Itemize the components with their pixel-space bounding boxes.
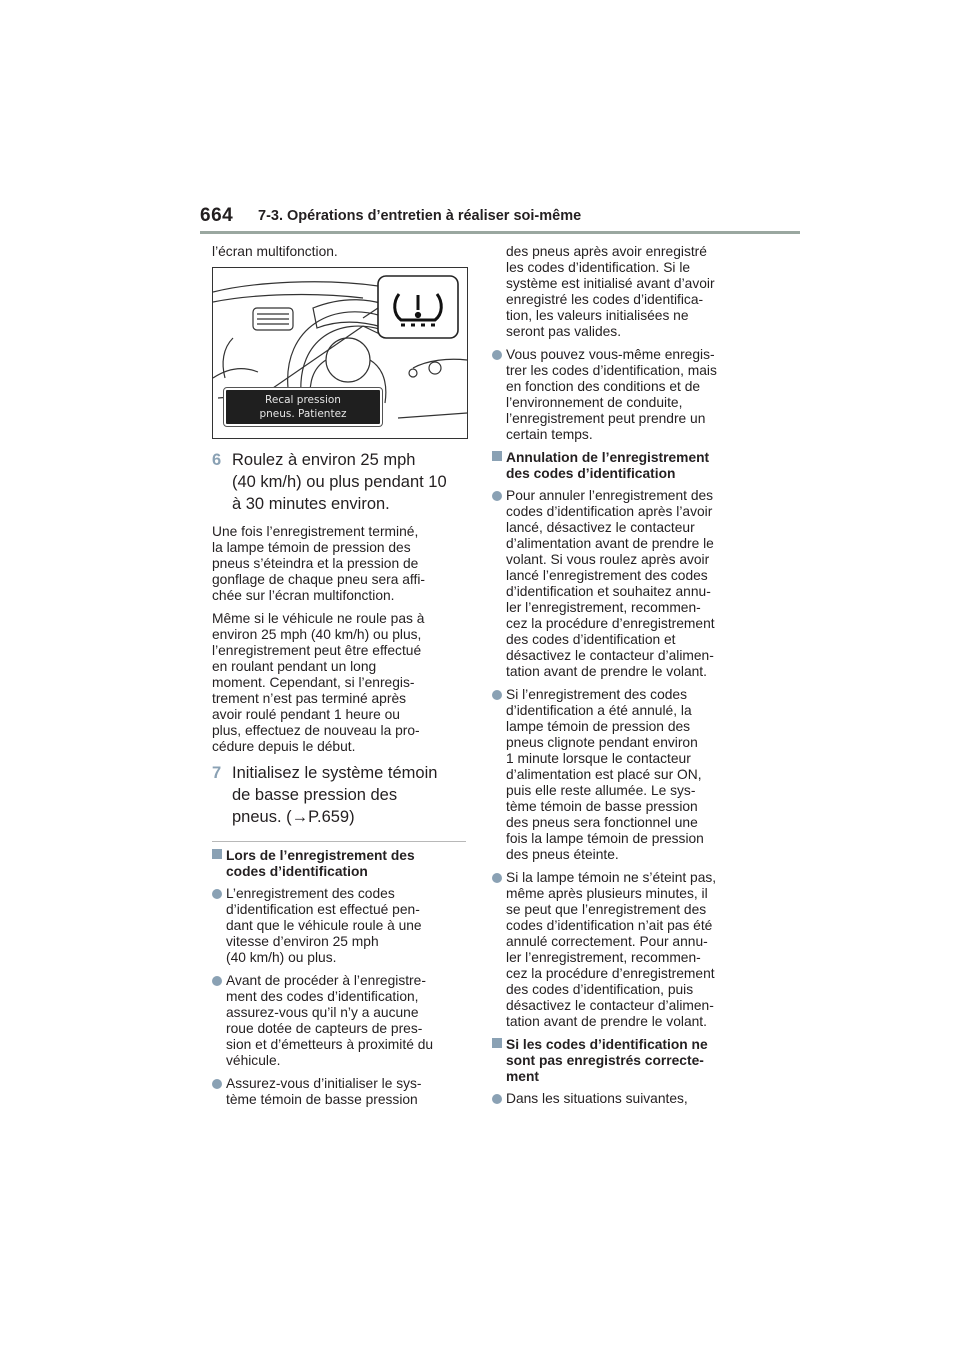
text-line: les codes d’identification. Si le: [506, 260, 691, 275]
round-bullet-icon: [492, 873, 502, 883]
multi-info-display-message: [224, 388, 382, 426]
section-title: 7-3. Opérations d’entretien à réaliser soi-même: [258, 208, 582, 224]
text-line: Dans les situations suivantes,: [506, 1091, 688, 1106]
heading-line: codes d’identification: [226, 864, 368, 879]
round-bullet-icon: [492, 350, 502, 360]
text-line: lampe témoin de pression des: [506, 719, 691, 734]
heading-line: ment: [506, 1069, 539, 1084]
text-line: sion et d’émetteurs à proximité du: [226, 1037, 434, 1052]
text-line: certain temps.: [506, 427, 593, 442]
text-line: puis elle reste allumée. Le sys-: [506, 783, 696, 798]
round-bullet-icon: [492, 491, 502, 501]
message-line-2: pneus. Patientez: [259, 408, 347, 420]
text-line: même après plusieurs minutes, il: [506, 886, 708, 901]
round-bullet-icon: [212, 1079, 222, 1089]
step-line: (40 km/h) ou plus pendant 10: [232, 473, 447, 491]
text-line: gonflage de chaque pneu sera affi-: [212, 572, 425, 587]
text-line: désactivez le contacteur d’alimen-: [506, 998, 714, 1013]
text-line: la lampe témoin de pression des: [212, 540, 411, 555]
text-line: 1 minute lorsque le contacteur: [506, 751, 691, 766]
text-line: (40 km/h) ou plus.: [226, 950, 337, 965]
text-line: roue dotée de capteurs de pres-: [226, 1021, 423, 1036]
round-bullet-icon: [492, 1094, 502, 1104]
paragraph: [212, 611, 466, 755]
text-line: pneus s’éteindra et la pression de: [212, 556, 419, 571]
bullet-item: [492, 687, 754, 863]
text-line: l’enregistrement peut prendre un: [506, 411, 706, 426]
text-line: des pneus après avoir enregistré: [506, 244, 707, 259]
intro-text: l’écran multifonction.: [212, 244, 338, 259]
text-line: fois la lampe témoin de pression: [506, 831, 704, 846]
text-line: Assurez-vous d’initialiser le sys-: [226, 1076, 422, 1091]
text-line: cédure depuis le début.: [212, 739, 356, 754]
text-line: Vous pouvez vous-même enregis-: [506, 347, 715, 362]
text-line: cez la procédure d’enregistrement: [506, 966, 715, 981]
text-line: tation avant de prendre le volant.: [506, 1014, 707, 1029]
text-line: des codes d’identification et: [506, 632, 676, 647]
text-line: avoir roulé pendant 1 heure ou: [212, 707, 400, 722]
text-line: seront pas valides.: [506, 324, 622, 339]
text-line: annulé correctement. Pour annu-: [506, 934, 708, 949]
heading-line: sont pas enregistrés correcte-: [506, 1053, 704, 1068]
bullet-item: [212, 973, 466, 1069]
text-line: d’alimentation est placé sur ON,: [506, 767, 702, 782]
text-line: tation avant de prendre le volant.: [506, 664, 707, 679]
text-line: en roulant pendant un long: [212, 659, 377, 674]
text-line: désactivez le contacteur d’alimen-: [506, 648, 714, 663]
text-line: Si la lampe témoin ne s’éteint pas,: [506, 870, 717, 885]
text-line: tème témoin de basse pression: [506, 799, 698, 814]
text-line: ler l’enregistrement, recommen-: [506, 950, 701, 965]
text-line: des codes d’identification, puis: [506, 982, 694, 997]
square-bullet-icon: [492, 451, 502, 461]
text-line: assurez-vous qu’il n’y a aucune: [226, 1005, 419, 1020]
subsection-heading: [492, 1037, 754, 1085]
text-line: Pour annuler l’enregistrement des: [506, 488, 714, 503]
left-column: [212, 244, 466, 1115]
text-line: d’identification est effectué pen-: [226, 902, 420, 917]
text-line: Même si le véhicule ne roule pas à: [212, 611, 425, 626]
text-line: enregistré les codes d’identifica-: [506, 292, 704, 307]
message-line-1: Recal pression: [265, 394, 341, 406]
step-line: pneus. (→P.659): [232, 808, 355, 826]
step-line: Roulez à environ 25 mph: [232, 451, 416, 469]
bullet-item: [492, 870, 754, 1030]
step-line: de basse pression des: [232, 786, 398, 804]
continued-paragraph: [492, 244, 754, 340]
text-line: d’identification et souhaitez annu-: [506, 584, 711, 599]
text-line: tème témoin de basse pression: [226, 1092, 418, 1107]
step-number: 7: [212, 764, 222, 782]
subsection-heading: [492, 450, 754, 482]
text-line: Une fois l’enregistrement terminé,: [212, 524, 419, 539]
right-column: [492, 244, 754, 1114]
step-line: Initialisez le système témoin: [232, 764, 438, 782]
text-line: chée sur l’écran multifonction.: [212, 588, 395, 603]
text-line: codes d’identification après l’avoir: [506, 504, 713, 519]
subsection-heading: [212, 848, 466, 880]
text-line: dant que le véhicule roule à une: [226, 918, 422, 933]
bullet-item: [212, 886, 466, 966]
step-number: 6: [212, 451, 222, 469]
text-line: tion, les valeurs initialisées ne: [506, 308, 689, 323]
text-line: d’identification a été annulé, la: [506, 703, 692, 718]
paragraph: [212, 524, 466, 604]
page-number: 664: [200, 205, 234, 226]
heading-line: des codes d’identification: [506, 466, 676, 481]
text-line: trement n’est pas terminé après: [212, 691, 407, 706]
bullet-item: [492, 488, 754, 680]
bullet-item: [492, 1091, 754, 1107]
text-line: lancé l’enregistrement des codes: [506, 568, 708, 583]
text-line: L’enregistrement des codes: [226, 886, 395, 901]
heading-line: Lors de l’enregistrement des: [226, 848, 415, 863]
text-line: des pneus éteinte.: [506, 847, 619, 862]
bullet-item: [492, 347, 754, 443]
square-bullet-icon: [492, 1038, 502, 1048]
step-6: [212, 449, 466, 515]
text-line: Si l’enregistrement des codes: [506, 687, 687, 702]
step-line: à 30 minutes environ.: [232, 495, 390, 513]
text-line: cez la procédure d’enregistrement: [506, 616, 715, 631]
text-line: système est initialisé avant d’avoir: [506, 276, 715, 291]
text-line: lancé, désactivez le contacteur: [506, 520, 695, 535]
square-bullet-icon: [212, 849, 222, 859]
text-line: l’enregistrement peut être effectué: [212, 643, 422, 658]
text-line: codes d’identification n’ait pas été: [506, 918, 713, 933]
step-7: [212, 762, 466, 828]
section-divider: [212, 841, 466, 842]
text-line: Avant de procéder à l’enregistre-: [226, 973, 426, 988]
text-line: trer les codes d’identification, mais: [506, 363, 717, 378]
round-bullet-icon: [212, 889, 222, 899]
text-line: d’alimentation avant de prendre le: [506, 536, 714, 551]
text-line: moment. Cependant, si l’enregis-: [212, 675, 415, 690]
text-line: en fonction des conditions et de: [506, 379, 701, 394]
text-line: ment des codes d’identification,: [226, 989, 419, 1004]
text-line: des pneus sera fonctionnel une: [506, 815, 698, 830]
header-rule: [200, 231, 800, 234]
text-line: l’environnement de conduite,: [506, 395, 683, 410]
text-line: environ 25 mph (40 km/h) ou plus,: [212, 627, 422, 642]
text-line: vitesse d’environ 25 mph: [226, 934, 379, 949]
round-bullet-icon: [492, 690, 502, 700]
dashboard-illustration: [212, 267, 468, 439]
text-line: plus, effectuez de nouveau la pro-: [212, 723, 420, 738]
text-line: ler l’enregistrement, recommen-: [506, 600, 701, 615]
text-line: véhicule.: [226, 1053, 281, 1068]
text-line: pneus clignote pendant environ: [506, 735, 698, 750]
heading-line: Si les codes d’identification ne: [506, 1037, 708, 1052]
text-line: se peut que l’enregistrement des: [506, 902, 707, 917]
round-bullet-icon: [212, 976, 222, 986]
heading-line: Annulation de l’enregistrement: [506, 450, 710, 465]
bullet-item: [212, 1076, 466, 1108]
text-line: volant. Si vous roulez après avoir: [506, 552, 710, 567]
